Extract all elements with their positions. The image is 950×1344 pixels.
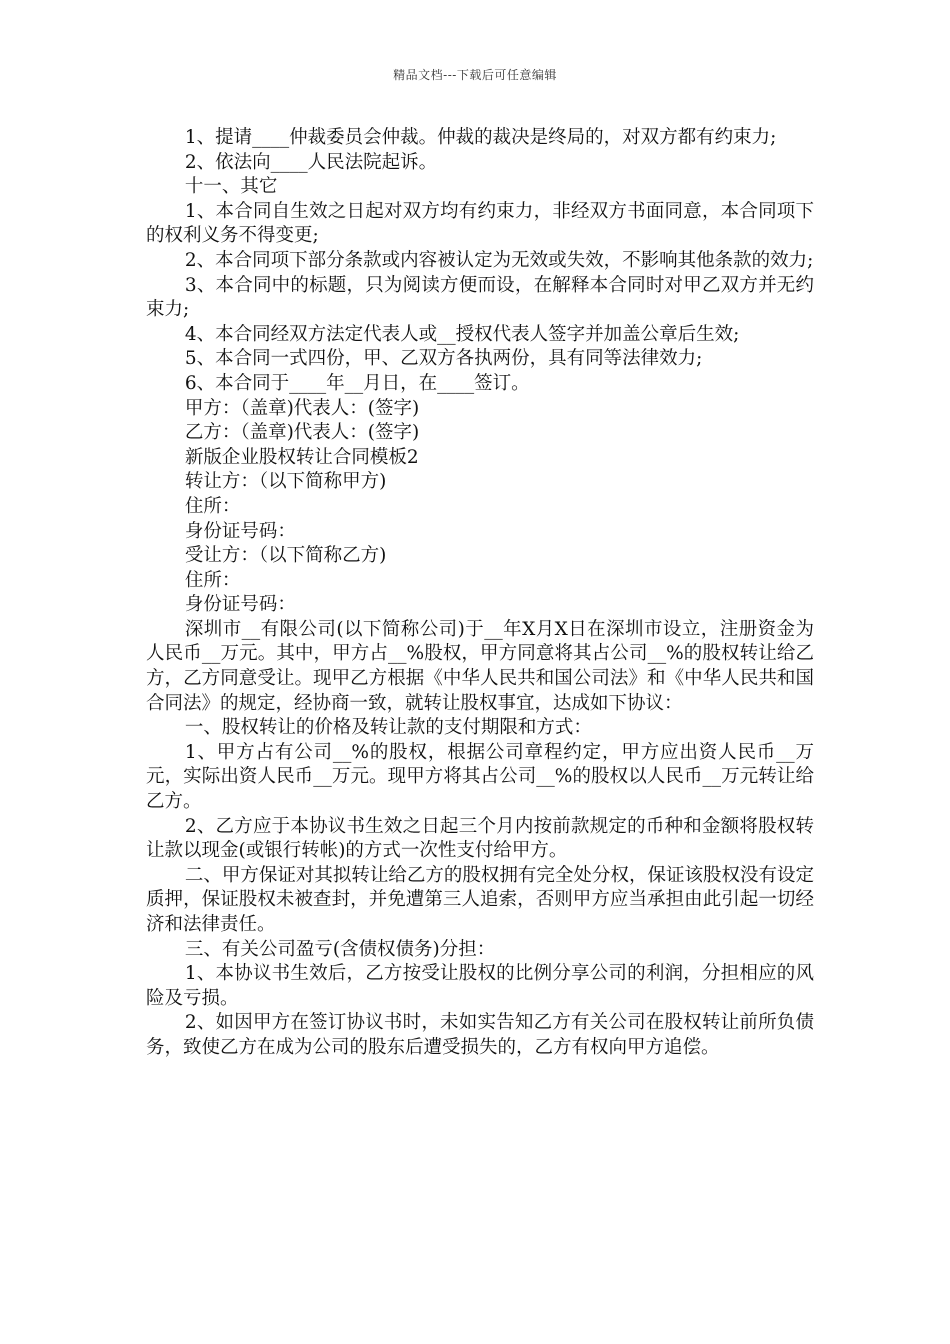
id-number-line: 身份证号码： [184, 594, 296, 616]
paragraph: 1、甲方占有公司__%的股权，根据公司章程约定，甲方应出资人民币__万元，实际出资人民币__万元。现甲方将其占公司__%的股权以人民币__万元转让给乙方。 [146, 741, 814, 813]
section-heading: 三、有关公司盈亏(含债权债务)分担： [184, 938, 496, 960]
paragraph: 6、本合同于____年__月日，在____签订。 [184, 372, 530, 394]
paragraph: 2、本合同项下部分条款或内容被认定为无效或失效，不影响其他条款的效力; [184, 249, 814, 271]
transferor-line: 转让方：（以下简称甲方) [184, 471, 387, 493]
paragraph: 3、本合同中的标题，只为阅读方便而设，在解释本合同时对甲乙双方并无约束力; [146, 274, 814, 321]
paragraph: 1、提请____仲裁委员会仲裁。仲裁的裁决是终局的，对双方都有约束力; [184, 127, 777, 148]
document-body [146, 126, 814, 1061]
section-heading: 一、股权转让的价格及转让款的支付期限和方式： [184, 717, 592, 739]
address-line: 住所： [184, 495, 241, 517]
signature-line-party-a: 甲方：（盖章)代表人：(签字) [184, 397, 420, 419]
section-heading: 二、甲方保证对其拟转让给乙方的股权拥有完全处分权，保证该股权没有设定质押，保证股权未被查封，并免遭第三人追索，否则甲方应当承担由此引起一切经济和法律责任。 [146, 864, 814, 935]
paragraph: 4、本合同经双方法定代表人或__授权代表人签字并加盖公章后生效; [184, 323, 740, 345]
paragraph: 1、本合同自生效之日起对双方均有约束力，非经双方书面同意，本合同项下的权利义务不得变更; [146, 200, 814, 247]
paragraph: 2、乙方应于本协议书生效之日起三个月内按前款规定的币种和金额将股权转让款以现金(或银行转帐)的方式一次性支付给甲方。 [146, 815, 814, 862]
document-subtitle: 新版企业股权转让合同模板2 [184, 446, 419, 468]
paragraph: 2、依法向____人民法院起诉。 [184, 151, 438, 173]
paragraph: 5、本合同一式四份，甲、乙双方各执两份，具有同等法律效力; [184, 348, 703, 370]
transferee-line: 受让方：（以下简称乙方) [184, 545, 387, 567]
document-header: 精品文档---下载后可任意编辑 [393, 68, 557, 82]
paragraph: 2、如因甲方在签订协议书时，未如实告知乙方有关公司在股权转让前所负债务，致使乙方在成为公司的股东后遭受损失的，乙方有权向甲方追偿。 [146, 1012, 814, 1058]
paragraph: 深圳市__有限公司(以下简称公司)于__年X月X日在深圳市设立，注册资金为人民币__万元。其中，甲方占__%股权，甲方同意将其占公司__%的股权转让给乙方，乙方同意受让。现甲乙方根据《中华人民共和国公司法》和《中华人民共和国合同法》的规定，经协商一致，就转让股权事宜，达成如下协议： [146, 618, 814, 714]
signature-line-party-b: 乙方：（盖章)代表人：(签字) [184, 422, 420, 444]
section-heading: 十一、其它 [184, 176, 278, 198]
address-line: 住所： [184, 569, 241, 591]
paragraph: 1、本协议书生效后，乙方按受让股权的比例分享公司的利润，分担相应的风险及亏损。 [146, 963, 814, 1009]
id-number-line: 身份证号码： [184, 520, 296, 542]
